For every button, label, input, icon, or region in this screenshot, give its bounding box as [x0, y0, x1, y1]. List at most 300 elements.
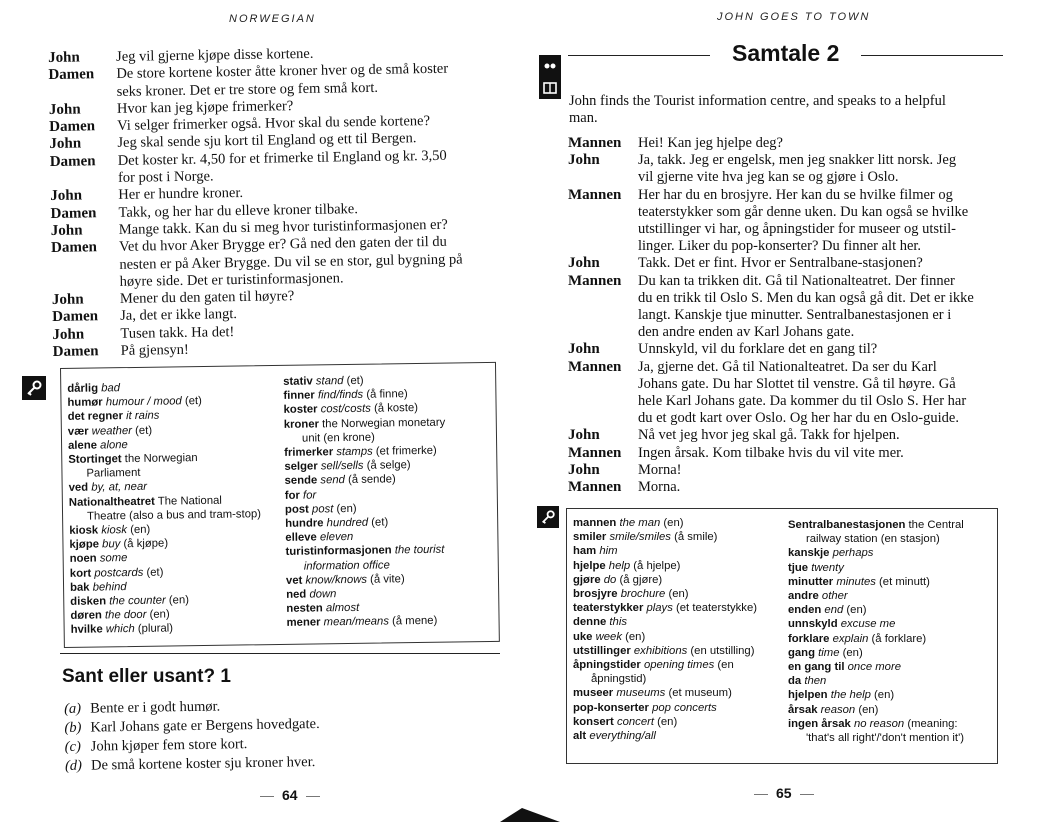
vocab-note: (en): [621, 630, 646, 643]
vocab-word: selger: [284, 460, 318, 474]
vocab-note: (en): [126, 523, 151, 537]
book-icon: [539, 77, 561, 99]
vocab-meaning: time: [818, 646, 840, 659]
dialogue-line: [568, 255, 1008, 272]
vocab-word: disken: [70, 595, 107, 608]
vocab-word: unnskyld: [788, 618, 838, 631]
vocab-entry: [573, 530, 788, 544]
vocab-meaning: weather: [91, 424, 133, 438]
vocab-note: (plural): [134, 622, 174, 636]
vocab-entry: [788, 646, 996, 660]
vocab-meaning: the tourist: [394, 544, 445, 557]
vocab-meaning: no reason: [853, 717, 905, 730]
speaker-name: John: [568, 427, 600, 444]
vocab-word: vær: [67, 425, 89, 438]
vocab-entry: [573, 715, 788, 729]
speaker-name: Damen: [48, 66, 95, 84]
vocab-entry: [788, 546, 996, 560]
vocab-entry: [71, 620, 291, 637]
vocab-entry: [573, 544, 788, 558]
speaker-name: [50, 170, 118, 188]
dialogue-text: for post i Norge.: [117, 168, 214, 186]
vocab-word: årsak: [788, 703, 818, 716]
dialogue-text: Jeg vil gjerne kjøpe disse kortene.: [115, 45, 314, 65]
vocab-meaning: then: [804, 675, 827, 688]
vocab-note: (et): [368, 516, 389, 529]
vocab-note: (å mene): [388, 615, 438, 628]
right-dialogue: [568, 135, 1008, 496]
dialogue-text: Ja, det er ikke langt.: [120, 306, 238, 325]
speaker-name: Damen: [50, 239, 98, 257]
vocab-meaning: this: [609, 616, 628, 629]
vocab-note: (å koste): [370, 402, 419, 416]
key-icon: [22, 376, 46, 400]
vocab-meaning: the counter: [109, 594, 166, 608]
vocab-word: ham: [573, 545, 597, 558]
vocab-meaning: bad: [101, 382, 121, 395]
speaker-name: John: [50, 222, 83, 239]
vocab-word: en gang til: [788, 661, 845, 674]
speaker-name: Mannen: [568, 135, 622, 151]
vocab-meaning: alone: [100, 438, 128, 452]
exercise-text: John kjøper fem store kort.: [90, 736, 248, 755]
vocab-meaning: help: [608, 559, 631, 572]
vocab-note: the Norwegian: [124, 452, 198, 466]
speaker-name: [568, 221, 638, 238]
right-page-number: 65: [746, 785, 822, 801]
speaker-name: Mannen: [568, 186, 622, 203]
dialogue-line: [568, 393, 1008, 410]
speaker-name: John: [568, 461, 600, 478]
vocab-word: konsert: [573, 715, 614, 728]
dialogue-line: [568, 445, 1008, 462]
dialogue-line: [568, 376, 1008, 393]
dialogue-text: Unnskyld, vil du forklare det en gang til?: [638, 341, 878, 358]
vocab-entry: [573, 516, 788, 530]
vocab-word: hjelpe: [573, 559, 606, 572]
dialogue-text: Her er hundre kroner.: [118, 185, 244, 204]
vocab-word: alt: [573, 730, 587, 743]
vocab-entry: [573, 686, 788, 700]
vocab-meaning: post: [311, 503, 334, 516]
vocab-note: (å selge): [363, 459, 411, 472]
vocab-meaning: it rains: [125, 410, 160, 423]
vocab-word: tjue: [788, 561, 809, 574]
vocab-entry: [573, 672, 788, 686]
vocab-meaning: send: [320, 474, 345, 487]
vocab-meaning: find/finds: [317, 388, 364, 402]
vocab-meaning: exhibitions: [633, 644, 688, 657]
vocab-entry: [788, 731, 996, 745]
dialogue-text: høyre side. Det er turistinformasjonen.: [119, 270, 344, 290]
vocab-word: kiosk: [69, 524, 99, 537]
dialogue-text: Vet du hvor Aker Brygge er? Gå ned den gaten der til du: [118, 234, 447, 256]
dialogue-text: Jeg skal sende sju kort til England og ett til Bergen.: [117, 130, 417, 152]
vocab-meaning: humour / mood: [105, 395, 182, 409]
vocab-word: kjøpe: [69, 538, 100, 552]
vocab-word: Stortinget: [68, 453, 122, 466]
vocab-word: denne: [573, 616, 607, 629]
vocab-meaning: which: [105, 623, 135, 636]
dialogue-text: Nå vet jeg hvor jeg skal gå. Takk for hjelpen.: [638, 427, 900, 444]
vocab-meaning: end: [824, 604, 844, 617]
vocab-word: døren: [70, 609, 102, 623]
vocab-note: (et): [131, 424, 153, 437]
vocab-entry: [286, 613, 496, 630]
vocab-word: mannen: [573, 517, 617, 529]
vocab-note: (en): [839, 646, 863, 659]
right-vocab-box: [566, 508, 998, 764]
vocab-meaning: kiosk: [101, 524, 128, 537]
vocab-word: enden: [788, 604, 822, 617]
vocab-entry: [788, 717, 996, 731]
speaker-name: Damen: [49, 118, 96, 136]
vocab-note: (å kjøpe): [120, 537, 169, 551]
speaker-name: John: [568, 152, 600, 169]
vocab-word: da: [788, 675, 802, 688]
vocab-meaning: once more: [847, 661, 902, 674]
vocab-note: railway station (en stasjon): [806, 533, 940, 546]
vocab-entry: [788, 589, 996, 603]
speaker-name: [568, 376, 638, 393]
dialogue-line: [568, 169, 1008, 186]
vocab-entry: [573, 729, 788, 743]
dialogue-text: du et godt kart over Oslo. Og her har du en Oslo-guide.: [638, 410, 959, 427]
right-vocab-col2: [788, 518, 996, 745]
exercise-text: De små kortene koster sju kroner hver.: [90, 754, 316, 774]
vocab-note: (et): [181, 395, 202, 408]
dialogue-line: [568, 479, 1008, 496]
speaker-name: [51, 256, 119, 274]
vocab-word: elleve: [285, 531, 317, 545]
vocab-note: (å hjelpe): [630, 559, 681, 572]
vocab-note: Theatre (also a bus and tram-stop): [86, 508, 262, 523]
speaker-name: Damen: [52, 343, 99, 361]
speaker-name: [568, 290, 638, 307]
speaker-name: John: [50, 187, 83, 205]
vocab-word: mener: [286, 616, 321, 630]
vocab-meaning: the door: [104, 609, 147, 622]
vocab-word: koster: [283, 403, 318, 417]
key-icon: [537, 506, 559, 528]
speaker-name: Damen: [50, 204, 97, 222]
dialogue-text: Vi selger frimerker også. Hvor skal du sende kortene?: [117, 113, 431, 135]
vocab-meaning: eleven: [319, 531, 354, 544]
right-vocab-col1: [573, 516, 788, 743]
vocab-word: ned: [286, 588, 307, 601]
vocab-note: (et): [343, 374, 364, 388]
dialogue-text: Her har du en brosjyre. Her kan du se hvilke filmer og: [638, 186, 953, 203]
speaker-name: [568, 324, 638, 341]
vocab-note: (et teaterstykke): [672, 602, 757, 615]
dialogue-text: Takk. Det er fint. Hvor er Sentralbane-stasjonen?: [638, 255, 923, 272]
vocab-note: (en: [714, 659, 734, 672]
dialogue-text: Morna.: [638, 479, 681, 496]
speaker-name: John: [52, 326, 85, 343]
speaker-name: [568, 410, 638, 427]
dialogue-text: Du kan ta trikken dit. Gå til Nationalteatret. Der finner: [638, 272, 955, 289]
dialogue-line: [568, 307, 1008, 324]
vocab-note: åpningstid): [591, 673, 647, 686]
vocab-word: finner: [283, 389, 315, 403]
vocab-meaning: reason: [820, 703, 856, 716]
vocab-word: alene: [68, 439, 98, 452]
vocab-word: nesten: [286, 602, 323, 616]
dialogue-text: langt. Kanskje tjue minutter. Sentralbanestasjonen er i: [638, 307, 952, 324]
vocab-meaning: for: [302, 489, 317, 502]
left-page-number: 64: [252, 787, 328, 803]
dialogue-line: [568, 135, 1008, 152]
vocab-meaning: concert: [616, 715, 654, 728]
dialogue-text: vil gjerne vite hva jeg kan se og gjøre i Oslo.: [638, 169, 899, 186]
vocab-entry: [788, 575, 996, 589]
vocab-word: Nationaltheatret: [68, 495, 155, 509]
vocab-meaning: perhaps: [832, 547, 874, 560]
speaker-name: [568, 169, 638, 186]
speaker-name: John: [48, 101, 81, 118]
dialogue-line: [568, 187, 1008, 204]
samtale-title: Samtale 2: [732, 40, 840, 66]
vocab-word: smiler: [573, 531, 607, 544]
speaker-name: John: [48, 49, 80, 66]
vocab-note: (en): [665, 588, 689, 601]
title-rule-right: [861, 55, 1003, 56]
vocab-word: humør: [67, 396, 103, 410]
vocab-meaning: the man: [619, 517, 661, 529]
dialogue-line: [568, 204, 1008, 221]
vocab-entry: [788, 632, 996, 646]
dialogue-text: Ja, takk. Jeg er engelsk, men jeg snakker litt norsk. Jeg: [638, 152, 957, 169]
vocab-entry: [573, 601, 788, 615]
dialogue-text: Det koster kr. 4,50 for et frimerke til England og kr. 3,50: [117, 147, 447, 169]
vocab-entry: [573, 615, 788, 629]
vocab-meaning: stamps: [336, 445, 373, 459]
speaker-name: [52, 274, 120, 292]
vocab-word: åpningstider: [573, 659, 641, 672]
vocab-note: (å forklare): [868, 632, 927, 645]
dialogue-text: Ja, gjerne det. Gå til Nationalteatret. Da ser du Karl: [638, 358, 937, 375]
vocab-word: ingen årsak: [788, 717, 851, 730]
vocab-note: (et frimerke): [372, 444, 437, 458]
vocab-entry: [788, 617, 996, 631]
vocab-note: (en): [654, 715, 678, 728]
vocab-entry: [573, 587, 788, 601]
speaker-name: John: [49, 135, 82, 153]
vocab-meaning: information office: [303, 559, 390, 573]
vocab-word: hvilke: [70, 623, 103, 637]
dialogue-line: [568, 290, 1008, 307]
vocab-meaning: the help: [830, 689, 871, 702]
vocab-word: ved: [68, 482, 89, 495]
exercise-text: Bente er i godt humør.: [90, 698, 221, 717]
vocab-entry: [573, 701, 788, 715]
exercise-list: [64, 693, 505, 776]
vocab-word: teaterstykker: [573, 602, 644, 615]
vocab-meaning: stand: [315, 375, 344, 388]
vocab-meaning: know/knows: [305, 573, 368, 587]
vocab-entry: [788, 532, 996, 546]
vocab-word: Sentralbanestasjonen: [788, 519, 906, 531]
vocab-meaning: down: [309, 588, 337, 601]
exercise-text: Karl Johans gate er Bergens hovedgate.: [90, 715, 320, 736]
vocab-meaning: do: [603, 573, 617, 586]
exercise-label: (a): [64, 700, 82, 717]
exercise-label: (d): [64, 757, 83, 774]
dialogue-text: Hvor kan jeg kjøpe frimerker?: [116, 98, 294, 117]
left-vocab-box: [60, 362, 500, 648]
dialogue-text: Tusen takk. Ha det!: [120, 323, 235, 342]
vocab-note: (en utstilling): [687, 644, 755, 657]
dialogue-text: Ingen årsak. Kom tilbake hvis du vil vite mer.: [638, 444, 904, 461]
vocab-word: uke: [573, 630, 593, 643]
vocab-note: Parliament: [86, 467, 141, 480]
vocab-word: hjelpen: [788, 689, 828, 702]
vocab-word: utstillinger: [573, 644, 631, 657]
vocab-meaning: cost/costs: [320, 403, 371, 416]
vocab-note: (å gjøre): [616, 573, 663, 586]
cassette-icon: [539, 55, 561, 77]
dialogue-text: Mener du den gaten til høyre?: [119, 288, 295, 308]
left-dialogue: [48, 43, 503, 361]
vocab-meaning: museums: [616, 687, 666, 700]
exercise-label: (c): [64, 738, 81, 755]
dialogue-line: [568, 427, 1008, 444]
dialogue-line: [568, 238, 1008, 255]
vocab-note: The National: [157, 494, 222, 508]
vocab-word: hundre: [285, 517, 324, 530]
vocab-word: bak: [69, 581, 90, 594]
vocab-entry: [788, 674, 996, 688]
vocab-entry: [573, 658, 788, 672]
vocab-entry: [788, 518, 996, 532]
speaker-name: Mannen: [568, 444, 622, 461]
speaker-name: Mannen: [568, 358, 622, 375]
vocab-word: frimerker: [284, 446, 334, 459]
page-fold-shadow: [500, 806, 560, 822]
exercise-label: (b): [64, 719, 82, 736]
dialogue-text: seks kroner. Det er tre store og fem små kort.: [116, 79, 379, 100]
vocab-word: det regner: [67, 410, 124, 424]
vocab-word: vet: [285, 574, 303, 587]
vocab-meaning: brochure: [620, 588, 666, 601]
speaker-name: John: [568, 341, 600, 358]
vocab-meaning: minutes: [836, 575, 876, 588]
vocab-word: minutter: [788, 575, 834, 588]
vocab-word: dårlig: [67, 382, 99, 395]
vocab-meaning: everything/all: [589, 730, 656, 743]
vocab-note: (å vite): [366, 573, 405, 586]
right-running-header: JOHN GOES TO TOWN: [717, 11, 871, 23]
speaker-name: John: [51, 291, 84, 309]
speaker-name: [568, 204, 638, 221]
vocab-meaning: explain: [832, 632, 869, 645]
dialogue-line: [568, 359, 1008, 376]
dialogue-line: [568, 221, 1008, 238]
vocab-word: museer: [573, 687, 614, 700]
speaker-name: Damen: [52, 308, 99, 326]
dialogue-text: hele Karl Johans gate. Da kommer du til Oslo S. Her har: [638, 393, 967, 410]
dialogue-text: Johans gate. Du har Slottet til venstre. Gå til høyre. Gå: [638, 375, 956, 392]
vocab-word: pop-konserter: [573, 701, 649, 714]
speaker-name: Mannen: [568, 479, 622, 496]
dialogue-text: nesten er på Aker Brygge. Du vil se en stor, gul bygning på: [119, 251, 463, 273]
speaker-name: [568, 238, 638, 255]
vocab-meaning: smile/smiles: [609, 531, 671, 544]
vocab-meaning: some: [99, 552, 128, 565]
dialogue-line: [568, 341, 1008, 358]
vocab-entry: [788, 603, 996, 617]
vocab-note: (et minutt): [875, 575, 930, 588]
dialogue-text: Morna!: [638, 461, 682, 478]
dialogue-line: [568, 324, 1008, 341]
left-vocab-col1: [67, 379, 291, 638]
vocab-entry: [573, 573, 788, 587]
vocab-word: brosjyre: [573, 588, 618, 601]
dialogue-text: Takk, og her har du elleve kroner tilbake.: [118, 200, 359, 221]
vocab-note: unit (en krone): [301, 431, 375, 445]
title-rule-left: [568, 55, 710, 56]
vocab-note: (å sende): [344, 473, 396, 487]
dialogue-line: [568, 273, 1008, 290]
dialogue-text: Mange takk. Kan du si meg hvor turistinformasjonen er?: [118, 216, 448, 238]
speaker-name: Damen: [49, 153, 96, 170]
vocab-meaning: plays: [646, 602, 673, 615]
vocab-meaning: buy: [102, 538, 121, 551]
dialogue-text: du en trikk til Oslo S. Men du kan også gå dit. Det er ikke: [638, 289, 974, 306]
speaker-name: John: [568, 255, 600, 272]
vocab-note: (en): [843, 604, 867, 617]
vocab-entry: [788, 688, 996, 702]
vocab-word: noen: [69, 552, 97, 566]
vocab-word: stativ: [283, 375, 313, 388]
exercise-title: Sant eller usant? 1: [62, 666, 231, 687]
vocab-word: kroner: [283, 417, 320, 431]
dialogue-line: [568, 410, 1008, 427]
vocab-meaning: twenty: [811, 561, 844, 574]
vocab-note: (meaning:: [904, 717, 958, 730]
vocab-entry: [573, 644, 788, 658]
vocab-entry: [573, 630, 788, 644]
vocab-meaning: week: [595, 630, 622, 643]
vocab-meaning: postcards: [94, 566, 144, 580]
dialogue-text: linger. Liker du pop-konserter? Du finner alt her.: [638, 238, 922, 255]
vocab-note: (en): [855, 703, 879, 716]
left-vocab-col2: [283, 372, 497, 631]
vocab-note: (en): [660, 517, 684, 529]
vocab-word: andre: [788, 590, 819, 603]
vocab-note: (en): [333, 502, 357, 516]
vocab-word: kanskje: [788, 547, 830, 560]
vocab-note: the Central: [908, 519, 964, 531]
vocab-entry: [788, 703, 996, 717]
vocab-meaning: mean/means: [323, 615, 390, 629]
vocab-word: for: [284, 489, 300, 502]
intro-text: John finds the Tourist information centre, and speaks to a helpful man.: [569, 93, 946, 126]
dialogue-text: den andre enden av Karl Johans gate.: [638, 324, 855, 341]
vocab-meaning: by, at, near: [91, 481, 148, 494]
vocab-word: kort: [69, 567, 92, 580]
vocab-entry: [573, 559, 788, 573]
dialogue-text: teaterstykker som går denne uken. Du kan også se hvilke: [638, 203, 969, 220]
vocab-meaning: him: [599, 545, 618, 558]
left-running-header: NORWEGIAN: [229, 13, 316, 25]
vocab-word: forklare: [788, 632, 830, 645]
vocab-note: (en): [146, 608, 170, 622]
vocab-meaning: sell/sells: [320, 459, 364, 473]
dialogue-line: [568, 152, 1008, 169]
vocab-note: (et museum): [665, 687, 732, 700]
vocab-meaning: pop concerts: [652, 701, 717, 714]
